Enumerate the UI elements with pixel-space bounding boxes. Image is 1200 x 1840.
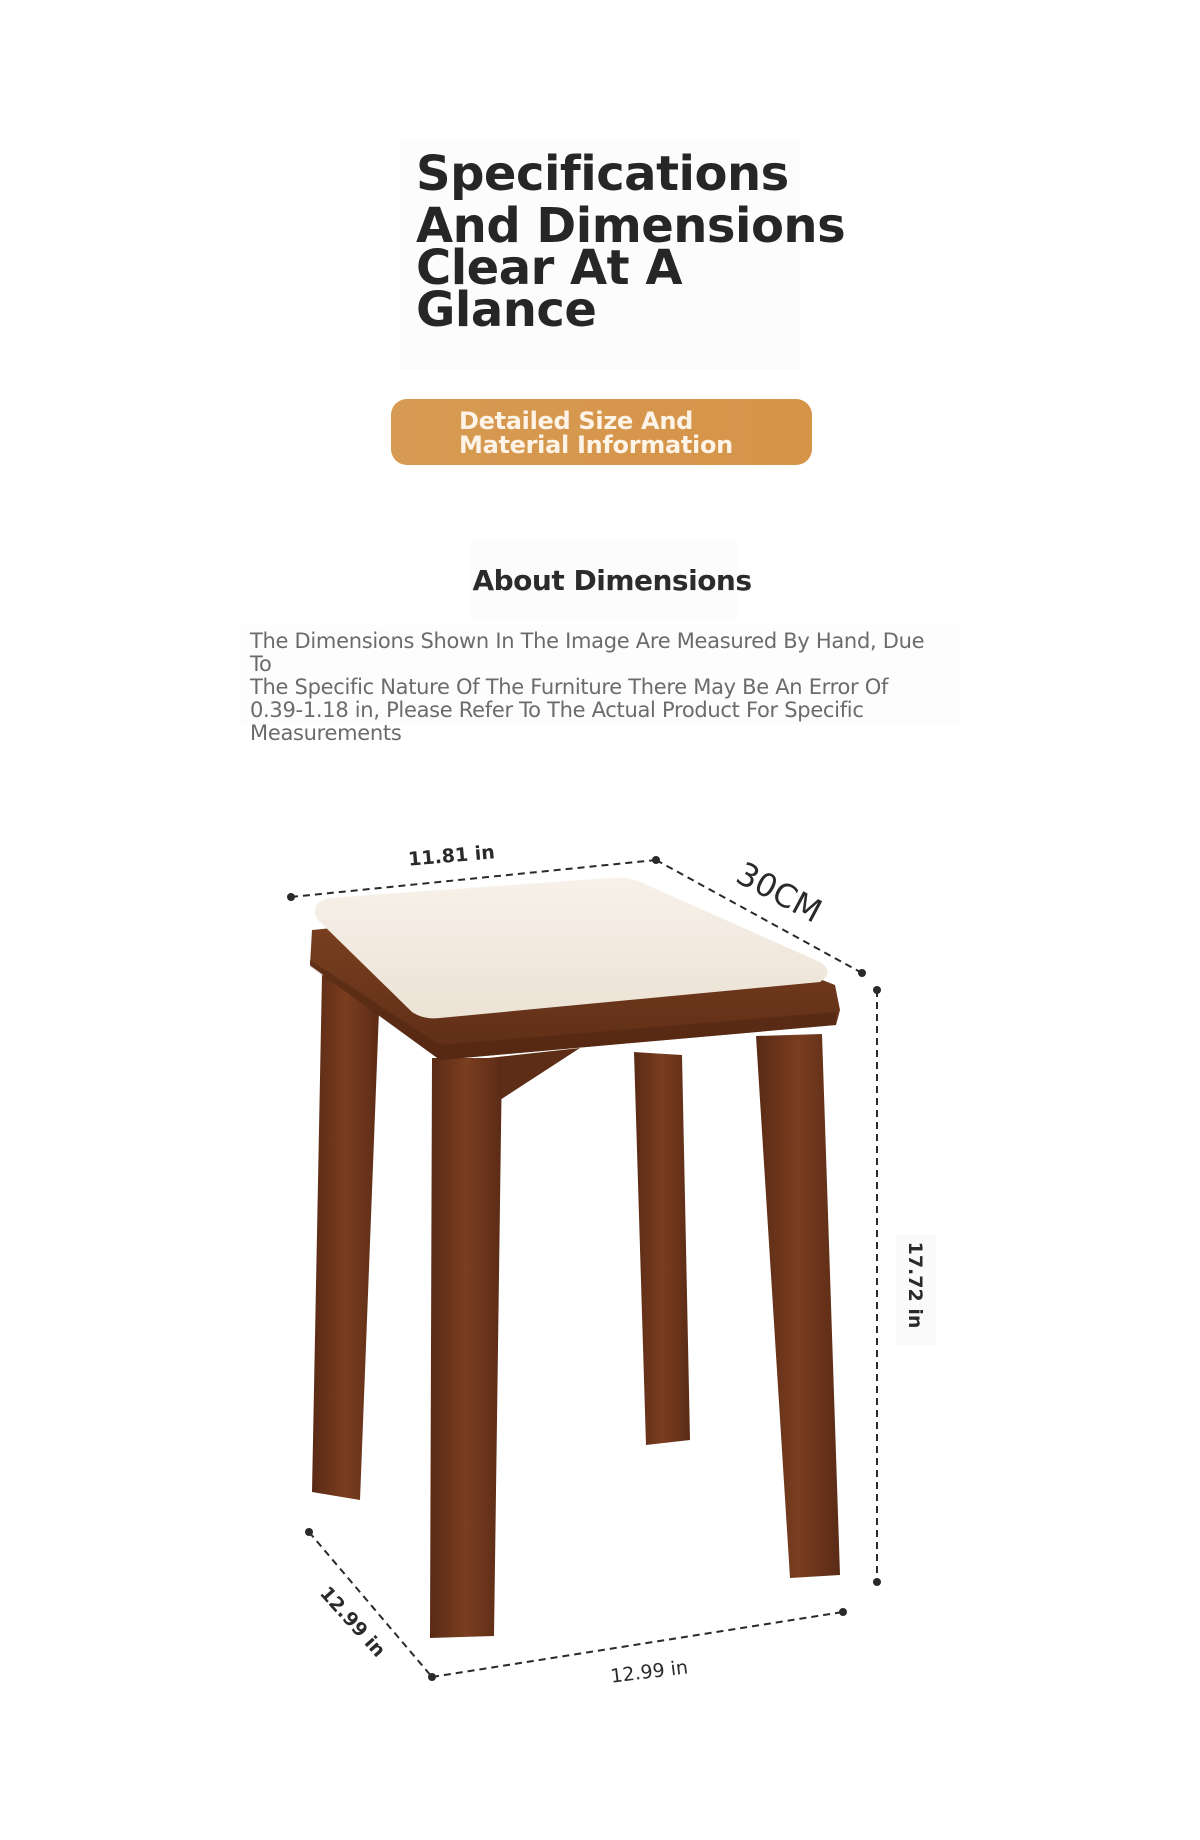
front-right-leg (756, 1034, 840, 1578)
heading-line-4: Glance (416, 282, 597, 338)
badge-line-1: Detailed Size And (459, 407, 693, 435)
dim-dot (287, 893, 295, 901)
label-top-depth: 30CM (730, 854, 829, 931)
front-left-leg (430, 1058, 502, 1638)
dim-dot (305, 1528, 313, 1536)
label-base-depth: 12.99 in (315, 1582, 390, 1662)
label-height: 17.72 in (904, 1241, 926, 1329)
disclaimer-line-2: The Specific Nature Of The Furniture There May Be An Error Of (250, 675, 889, 699)
back-right-leg (634, 1052, 690, 1445)
dim-dot (839, 1608, 847, 1616)
heading-line-2: And Dimensions (416, 198, 846, 254)
dim-dot (873, 986, 881, 994)
heading-line-1: Specifications (416, 146, 789, 202)
about-dimensions-title: About Dimensions (472, 564, 752, 597)
heading-line-3: Clear At A (416, 240, 682, 296)
dim-dot (858, 969, 866, 977)
disclaimer-line-4: Measurements (250, 721, 402, 745)
disclaimer-line-1: The Dimensions Shown In The Image Are Measured By Hand, Due To (250, 629, 925, 676)
disclaimer-line-3: 0.39-1.18 in, Please Refer To The Actual Product For Specific (250, 698, 864, 722)
dim-dot (873, 1578, 881, 1586)
label-top-width: 11.81 in (407, 841, 496, 871)
back-left-leg (312, 975, 380, 1500)
badge-line-2: Material Information (459, 431, 733, 459)
label-base-width: 12.99 in (609, 1656, 690, 1688)
